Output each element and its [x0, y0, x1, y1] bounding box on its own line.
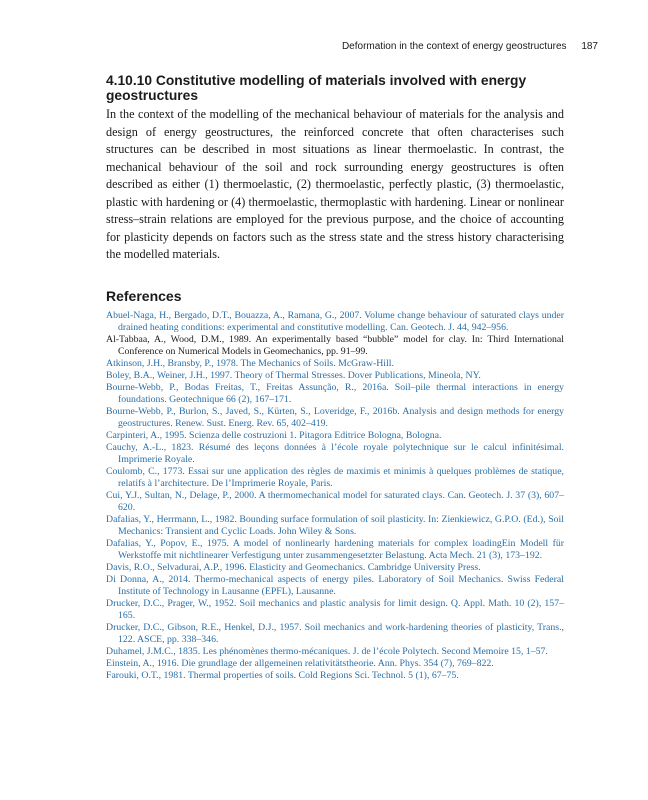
reference-entry[interactable]: Dafalias, Y., Popov, E., 1975. A model of nonlinearly hardening materials for complex loadingEin Modell für Werkstoffe mit nichtlinearer Verfestigung unter zusammengesetzter Belastung. Acta Mech. 21 (3), 173–192. — [106, 538, 564, 561]
reference-entry[interactable]: Bourne-Webb, P., Bodas Freitas, T., Freitas Assunção, R., 2016a. Soil–pile thermal interactions in energy foundations. Geotechnique 66 (2), 167–171. — [106, 382, 564, 405]
reference-entry[interactable]: Atkinson, J.H., Bransby, P., 1978. The Mechanics of Soils. McGraw-Hill. — [106, 358, 394, 369]
reference-entry[interactable]: Di Donna, A., 2014. Thermo-mechanical aspects of energy piles. Laboratory of Soil Mechanics. Swiss Federal Institute of Technology in Lausanne (EPFL), Lausanne. — [106, 574, 564, 597]
reference-entry: Al-Tabbaa, A., Wood, D.M., 1989. An experimentally based “bubble” model for clay. In: Third International Conference on Numerical Models in Geomechanics, pp. 91–99. — [106, 334, 564, 357]
reference-entry[interactable]: Farouki, O.T., 1981. Thermal properties of soils. Cold Regions Sci. Technol. 5 (1), 67–75. — [106, 670, 459, 681]
section-title: 4.10.10 Constitutive modelling of materials involved with energy geostructures — [106, 73, 527, 103]
section-body: In the context of the modelling of the mechanical behaviour of materials for the analysis and design of energy geostructures, the reinforced concrete that often characterises such structures can be described in most situations as linear thermoelastic. In contrast, the mechanical behaviour of the soil and rock surrounding energy geostructures is often described as either (1) thermoelastic, (2) thermoelastic, perfectly plastic, (3) thermoelastic, plastic with hardening or (4) thermoelastic, thermoplastic with hardening. Linear or nonlinear stress–strain relations are employed for the previous purpose, and the choice of accounting for plasticity depends on factors such as the stress state and the stress history characterising the modelled materials. — [106, 107, 564, 262]
references-list — [106, 310, 564, 682]
reference-entry[interactable]: Einstein, A., 1916. Die grundlage der allgemeinen relativitätstheorie. Ann. Phys. 354 (7), 769–822. — [106, 658, 494, 669]
reference-entry[interactable]: Bourne-Webb, P., Burlon, S., Javed, S., Kürten, S., Loveridge, F., 2016b. Analysis and design methods for energy geostructures. Renew. Sust. Energ. Rev. 65, 402–419. — [106, 406, 564, 429]
reference-entry[interactable]: Drucker, D.C., Gibson, R.E., Henkel, D.J., 1957. Soil mechanics and work-hardening theories of plasticity, Trans., 122. ASCE, pp. 338–346. — [106, 622, 564, 645]
page-number: 187 — [581, 41, 598, 52]
reference-entry[interactable]: Drucker, D.C., Prager, W., 1952. Soil mechanics and plastic analysis for limit design. Q. Appl. Math. 10 (2), 157–165. — [106, 598, 564, 621]
reference-entry[interactable]: Carpinteri, A., 1995. Scienza delle costruzioni 1. Pitagora Editrice Bologna, Bologna. — [106, 430, 442, 441]
reference-entry[interactable]: Davis, R.O., Selvadurai, A.P., 1996. Elasticity and Geomechanics. Cambridge University Press. — [106, 562, 481, 573]
references-heading: References — [106, 288, 182, 304]
reference-entry[interactable]: Cui, Y.J., Sultan, N., Delage, P., 2000. A thermomechanical model for saturated clays. Can. Geotech. J. 37 (3), 607–620. — [106, 490, 564, 513]
reference-entry[interactable]: Dafalias, Y., Herrmann, L., 1982. Bounding surface formulation of soil plasticity. In: Zienkiewicz, G.P.O. (Ed.), Soil Mechanics: Transient and Cyclic Loads. John Wiley & Sons. — [106, 514, 564, 537]
reference-entry[interactable]: Coulomb, C., 1773. Essai sur une application des règles de maximis et minimis à quelques problèmes de statique, relatifs à l’architecture. De l’Imprimerie Royale, Paris. — [106, 466, 564, 489]
running-header — [0, 41, 598, 52]
reference-entry[interactable]: Cauchy, A.-L., 1823. Résumé des leçons données à l’école royale polytechnique sur le calcul infinitésimal. Imprimerie Royale. — [106, 442, 564, 465]
reference-entry[interactable]: Boley, B.A., Weiner, J.H., 1997. Theory of Thermal Stresses. Dover Publications, Mineola, NY. — [106, 370, 481, 381]
running-title: Deformation in the context of energy geostructures — [341, 41, 567, 52]
reference-entry[interactable]: Duhamel, J.M.C., 1835. Les phénomènes thermo-mécaniques. J. de l’école Polytech. Second Memoire 15, 1–57. — [106, 646, 548, 657]
reference-entry[interactable]: Abuel-Naga, H., Bergado, D.T., Bouazza, A., Ramana, G., 2007. Volume change behaviour of saturated clays under drained heating conditions: experimental and constitutive modelling. Can. Geotech. J. 44, 942–956. — [106, 310, 564, 333]
